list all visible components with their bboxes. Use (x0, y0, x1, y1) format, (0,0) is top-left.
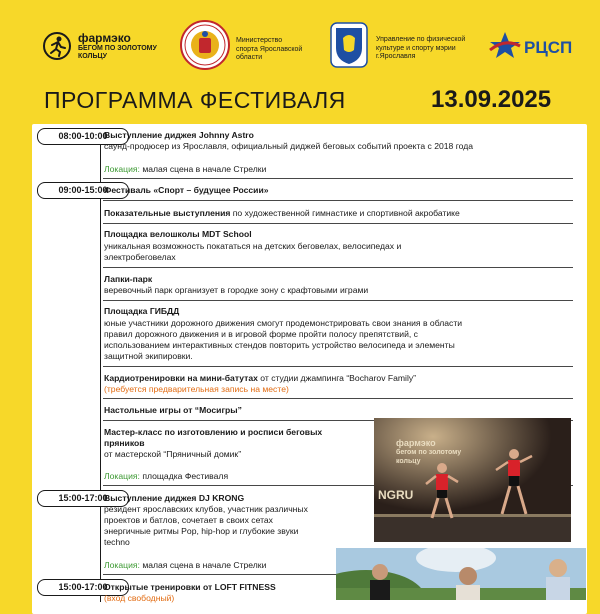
runner-emblem-icon (42, 31, 72, 61)
stage-dancers-image (374, 418, 571, 542)
separator (103, 398, 573, 399)
event-6-desc-3: использованием интерактивных стендов повторить устройство велосипеда и элементы (104, 340, 455, 350)
separator (103, 178, 573, 179)
event-9-title-1 (104, 427, 322, 438)
location-label: Локация: (104, 471, 140, 481)
location-value: площадка Фестиваля (142, 471, 229, 481)
event-5-desc: веревочный парк организует в городке зону с крафтовыми играми (104, 285, 369, 295)
time-badge-1: 08:00-10:00 (37, 128, 129, 145)
event-10-title-text: Выступление диджея DJ KRONG (104, 493, 245, 503)
event-6-desc-1: юные участники дорожного движения смогут продемонстрировать свои знания в области (104, 318, 463, 328)
event-1-title-text: Выступление диджея Johnny Astro (104, 130, 254, 140)
stage-banner-text-2: бегом по золотому (396, 449, 462, 456)
stage-photo (374, 418, 571, 542)
location-value: малая сцена в начале Стрелки (142, 560, 267, 570)
ministry-emblem-icon (180, 20, 230, 70)
location-value: малая сцена в начале Стрелки (142, 164, 267, 174)
time-badge-2: 09:00-15:00 (37, 182, 129, 199)
event-9-title-text-2: пряников (104, 438, 145, 448)
event-9-desc: от мастерской “Пряничный домик” (104, 449, 242, 459)
event-4-desc-1: уникальная возможность покататься на детских беговелах, велосипедах и (104, 241, 402, 251)
ministry-logo (180, 20, 330, 72)
event-2-title (104, 185, 269, 196)
event-8-title-text: Настольные игры от “Мосигры” (104, 405, 242, 415)
time-badge-3: 15:00-17:00 (37, 490, 129, 507)
event-9-location (104, 471, 228, 482)
department-logo (330, 20, 480, 72)
event-2-title-text: Фестиваль «Спорт – будущее России» (104, 185, 269, 195)
stage-banner-text-1: фармэко (396, 438, 436, 448)
separator (103, 200, 573, 201)
event-10-desc-2: проектов и батлов, сочетает в своих сетах (104, 515, 273, 525)
event-10-desc-3: энергичные ритмы Pop, hip-hop и глубокие звуки (104, 526, 299, 536)
ministry-name: Министерство спорта Ярославской области (236, 37, 303, 61)
event-4-title-text: Площадка велошколы MDT School (104, 229, 252, 239)
event-1-location (104, 164, 266, 175)
event-5-title (104, 274, 152, 285)
farmeco-logo (42, 29, 162, 69)
stage-banner-text-4: NGRU (378, 488, 414, 502)
event-10-desc-1: резидент ярославских клубов, участник различных (104, 504, 308, 514)
rcsp-logo (488, 26, 578, 66)
event-6-desc-2: правил дорожного движения и в игровой форме пройти полосу препятствий, с (104, 329, 418, 339)
event-8-title (104, 405, 242, 416)
event-7-title: Кардиотренировки на мини-батутах (104, 373, 258, 383)
farmeco-subtitle: БЕГОМ ПО ЗОЛОТОМУ КОЛЬЦУ (78, 45, 157, 60)
farmeco-name: фармэко (78, 31, 131, 45)
page-title: ПРОГРАММА ФЕСТИВАЛЯ (44, 87, 346, 113)
department-name: Управление по физической культуре и спорту мэрии г.Ярославля (376, 36, 466, 60)
event-9-title-2 (104, 438, 145, 449)
event-7-note: (требуется предварительная запись на месте) (104, 384, 289, 394)
event-11-title (104, 582, 276, 593)
event-6-title-text: Площадка ГИБДД (104, 306, 180, 316)
event-11-title-text: Открытые тренировки от LOFT FITNESS (104, 582, 276, 592)
fitness-photo (336, 548, 586, 600)
yaroslavl-coat-of-arms-icon (330, 22, 368, 68)
separator (103, 223, 573, 224)
festival-date: 13.09.2025 (431, 86, 552, 113)
event-4-desc-2: электробеговелах (104, 252, 176, 262)
separator (103, 366, 573, 367)
stage-banner-text-3: кольцу (396, 458, 421, 465)
event-3 (104, 208, 460, 219)
event-6-desc-4: защитной экипировки. (104, 351, 193, 361)
event-7-desc: от студии джампинга “Bocharov Family” (260, 373, 417, 383)
event-6-title (104, 306, 179, 317)
event-4-title (104, 229, 252, 240)
location-label: Локация: (104, 560, 140, 570)
timeline-line (100, 132, 101, 602)
separator (103, 267, 573, 268)
partner-logos (0, 0, 600, 82)
event-11-note: (вход свободный) (104, 593, 175, 603)
event-10-title (104, 493, 244, 504)
event-1-desc: саунд-продюсер из Ярославля, официальный диджей беговых событий проекта с 2018 года (104, 141, 474, 151)
event-9-title-text-1: Мастер-класс по изготовлению и росписи беговых (104, 427, 323, 437)
event-3-desc: по художественной гимнастике и спортивной акробатике (232, 208, 460, 218)
event-5-title-text: Лапки-парк (104, 274, 153, 284)
event-10-desc-4: techno (104, 537, 130, 547)
location-label: Локация: (104, 164, 140, 174)
separator (103, 300, 573, 301)
time-badge-4: 15:00-17:00 (37, 579, 129, 596)
event-10-location (104, 560, 266, 571)
rcsp-name: РЦСП (524, 38, 573, 57)
event-1-title (104, 130, 254, 141)
star-swoosh-icon (488, 30, 522, 60)
event-3-title: Показательные выступления (104, 208, 231, 218)
fitness-training-image (336, 548, 586, 600)
event-7 (104, 373, 416, 384)
